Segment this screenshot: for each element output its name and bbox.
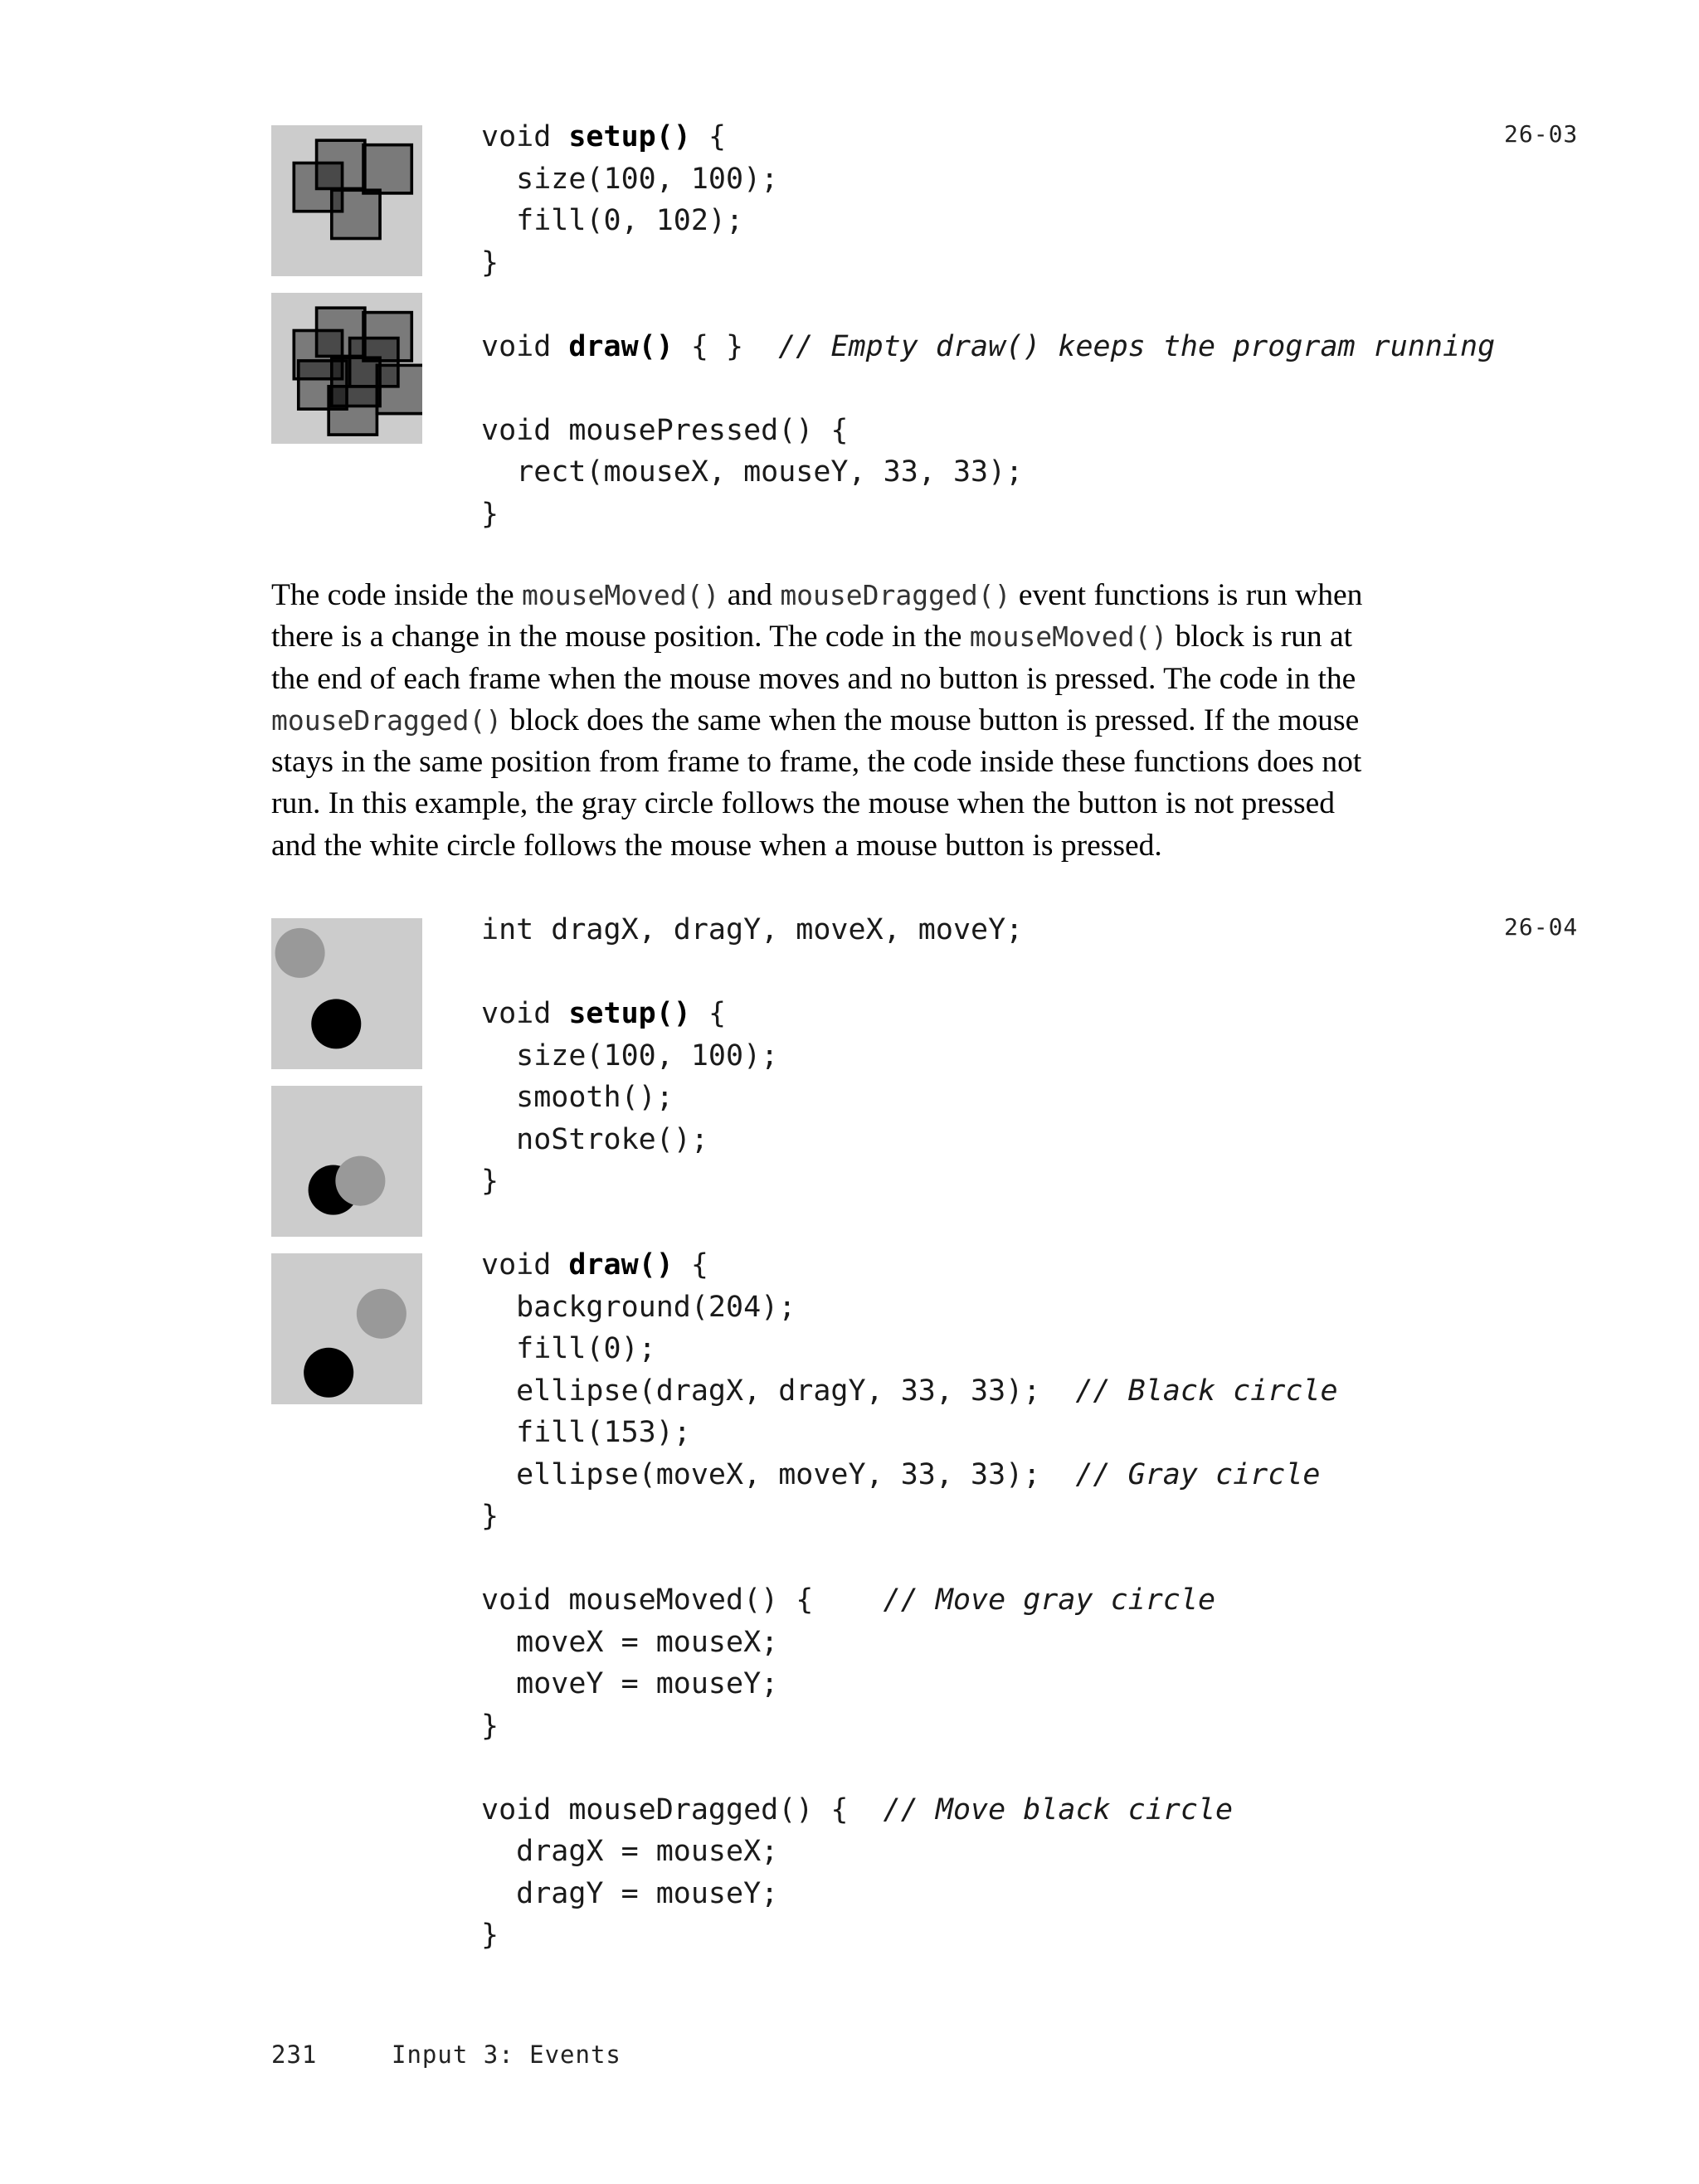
square-shape	[332, 190, 380, 238]
code-line: }	[481, 497, 499, 531]
code-line: }	[481, 1500, 499, 1533]
function-name: draw()	[568, 1248, 674, 1282]
code-line	[481, 367, 1495, 410]
code-comment: // Move gray circle	[883, 1583, 1216, 1617]
inline-code: mouseMoved()	[521, 579, 720, 611]
code-line: background(204);	[481, 1290, 796, 1324]
gray-circle	[275, 928, 325, 978]
code-line: moveX = mouseX;	[481, 1625, 779, 1659]
output-thumbnail-circles-1	[271, 918, 422, 1069]
example-number: 26-03	[1504, 120, 1579, 148]
code-line: void mousePressed() {	[481, 413, 849, 447]
paragraph-line: there is a change in the mouse position. The code in the mouseMoved() block is run at	[271, 620, 1353, 654]
code-line: void mouseDragged() { // Move black circle	[481, 1792, 1234, 1826]
code-line: void mouseMoved() { // Move gray circle	[481, 1583, 1216, 1617]
output-thumbnail-squares-2	[271, 293, 422, 444]
body-paragraph	[271, 575, 1482, 867]
code-line: }	[481, 1165, 499, 1198]
running-footer-section: Input 3: Events	[392, 2041, 621, 2069]
inline-code: mouseDragged()	[780, 579, 1011, 611]
code-line: }	[481, 1919, 499, 1952]
black-circle	[311, 999, 361, 1048]
code-line: fill(0);	[481, 1332, 656, 1365]
code-line: }	[481, 246, 499, 280]
code-comment: // Move black circle	[883, 1792, 1234, 1826]
code-line: void setup() {	[481, 120, 727, 153]
code-comment: // Empty draw() keeps the program running	[778, 329, 1496, 363]
page-number: 231	[271, 2041, 318, 2069]
output-thumbnail-squares-1	[271, 125, 422, 276]
circles-output-image	[271, 1253, 422, 1404]
code-line: size(100, 100);	[481, 162, 779, 196]
function-name: draw()	[568, 329, 674, 363]
code-line: moveY = mouseY;	[481, 1667, 779, 1700]
gray-circle	[335, 1156, 385, 1206]
paragraph-line: stays in the same position from frame to frame, the code inside these functions does not	[271, 745, 1362, 780]
output-thumbnail-circles-3	[271, 1253, 422, 1404]
paragraph-line: the end of each frame when the mouse moves and no button is pressed. The code in the	[271, 661, 1356, 696]
code-line: }	[481, 1709, 499, 1743]
function-name: setup()	[568, 997, 691, 1030]
code-comment: // Black circle	[1075, 1374, 1338, 1408]
paragraph-line: The code inside the mouseMoved() and mouseDragged() event functions is run when	[271, 578, 1363, 612]
code-line: rect(mouseX, mouseY, 33, 33);	[481, 455, 1024, 489]
black-circle	[304, 1348, 353, 1398]
circles-output-image	[271, 918, 422, 1069]
code-line: noStroke();	[481, 1122, 708, 1156]
code-line: dragY = mouseY;	[481, 1876, 779, 1910]
paragraph-line: and the white circle follows the mouse when a mouse button is pressed.	[271, 828, 1162, 863]
code-line: size(100, 100);	[481, 1038, 779, 1073]
code-line	[481, 1747, 1338, 1789]
function-name: setup()	[568, 120, 691, 153]
paragraph-line: run. In this example, the gray circle follows the mouse when the button is not pressed	[271, 786, 1335, 821]
squares-output-image	[271, 125, 422, 276]
code-line	[481, 1538, 1338, 1580]
code-listing-26-04	[481, 909, 1338, 1957]
paragraph-line: mouseDragged() block does the same when the mouse button is pressed. If the mouse	[271, 703, 1360, 737]
output-thumbnail-circles-2	[271, 1086, 422, 1237]
code-listing-26-03	[481, 116, 1495, 535]
code-line	[481, 1203, 1338, 1245]
gray-circle	[357, 1289, 406, 1339]
square-shape	[329, 387, 377, 435]
code-line: fill(153);	[481, 1416, 691, 1449]
code-line: fill(0, 102);	[481, 204, 744, 237]
code-line: int dragX, dragY, moveX, moveY;	[481, 913, 1024, 946]
example-number: 26-04	[1504, 913, 1579, 941]
code-line	[481, 951, 1338, 994]
squares-output-image	[271, 293, 422, 444]
code-line: void draw() { } // Empty draw() keeps the program running	[481, 329, 1496, 363]
code-comment: // Gray circle	[1075, 1457, 1321, 1491]
code-line: ellipse(dragX, dragY, 33, 33); // Black circle	[481, 1374, 1338, 1408]
code-line: dragX = mouseX;	[481, 1835, 779, 1868]
code-line: smooth();	[481, 1081, 674, 1114]
circles-output-image	[271, 1086, 422, 1237]
code-line: ellipse(moveX, moveY, 33, 33); // Gray circle	[481, 1457, 1321, 1491]
code-line: void setup() {	[481, 997, 727, 1030]
square-shape	[363, 145, 411, 193]
inline-code: mouseMoved()	[969, 620, 1168, 654]
inline-code: mouseDragged()	[271, 703, 503, 737]
square-shape	[377, 365, 422, 413]
code-line	[481, 284, 1495, 326]
code-line: void draw() {	[481, 1248, 708, 1282]
